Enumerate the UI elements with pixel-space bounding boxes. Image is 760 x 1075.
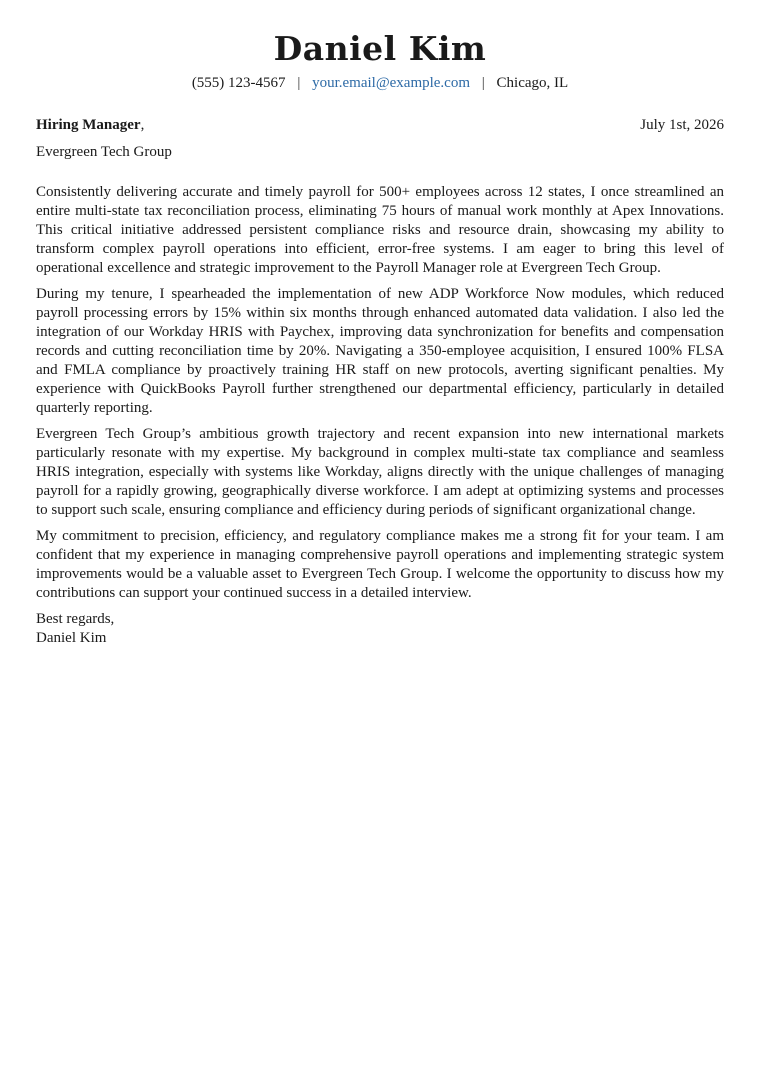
recipient-suffix: , (140, 117, 145, 133)
phone-number: (555) 123-4567 (191, 75, 286, 91)
body-paragraph: During my tenure, I spearheaded the implementation of new ADP Workforce Now modules, which reduced payroll processing errors by 15% within six months through enhanced automated data validation. I also led the integration of our Workday HRIS with Paychex, improving data synchronization for benefits and compensation records and cutting reconciliation time by 20%. Navigating a 350-employee acquisition, I ensured 100% FLSA and FMLA compliance by proactively training HR staff on new protocols, averting significant penalties. My experience with QuickBooks Payroll further strengthened our departmental efficiency, particularly in detailed quarterly reporting. (36, 286, 724, 416)
body-paragraph: Consistently delivering accurate and timely payroll for 500+ employees across 12 states, I once streamlined an entire multi-state tax reconciliation process, eliminating 75 hours of manual work monthly at Apex Innovations. This critical initiative addressed persistent compliance risks and resource drain, showcasing my ability to transform complex payroll operations into efficient, error-free systems. I am eager to bring this level of operational excellence and strategic improvement to the Payroll Manager role at Evergreen Tech Group. (36, 184, 724, 276)
closing-block (36, 610, 724, 648)
letter-date: July 1st, 2026 (640, 117, 724, 133)
letter-body (36, 183, 724, 603)
contact-separator: | (481, 75, 485, 91)
signature: Daniel Kim (36, 630, 107, 646)
body-paragraph: My commitment to precision, efficiency, and regulatory compliance makes me a strong fit for your team. I am confident that my experience in managing comprehensive payroll operations and implementing strategic system improvements would be a valuable asset to Evergreen Tech Group. I welcome the opportunity to discuss how my contributions can support your continued success in a detailed interview. (36, 528, 724, 601)
location: Chicago, IL (496, 75, 569, 91)
contact-separator: | (297, 75, 301, 91)
applicant-name: Daniel Kim (273, 29, 487, 68)
company-name: Evergreen Tech Group (36, 144, 172, 160)
contact-line (36, 74, 724, 92)
body-paragraph: Evergreen Tech Group’s ambitious growth trajectory and recent expansion into new international markets particularly resonate with my expertise. My background in complex multi-state tax compliance and seamless HRIS integration, especially with systems like Workday, aligns directly with the unique challenges of managing payroll for a rapidly growing, geographically diverse workforce. I am adept at optimizing systems and processes to support such scale, ensuring compliance and efficiency during periods of significant organizational change. (36, 426, 724, 518)
recipient-line (36, 116, 144, 134)
letter-meta (36, 116, 724, 134)
email-link[interactable]: your.email@example.com (312, 75, 471, 91)
closing: Best regards, (36, 611, 115, 627)
recipient: Hiring Manager (36, 117, 141, 133)
